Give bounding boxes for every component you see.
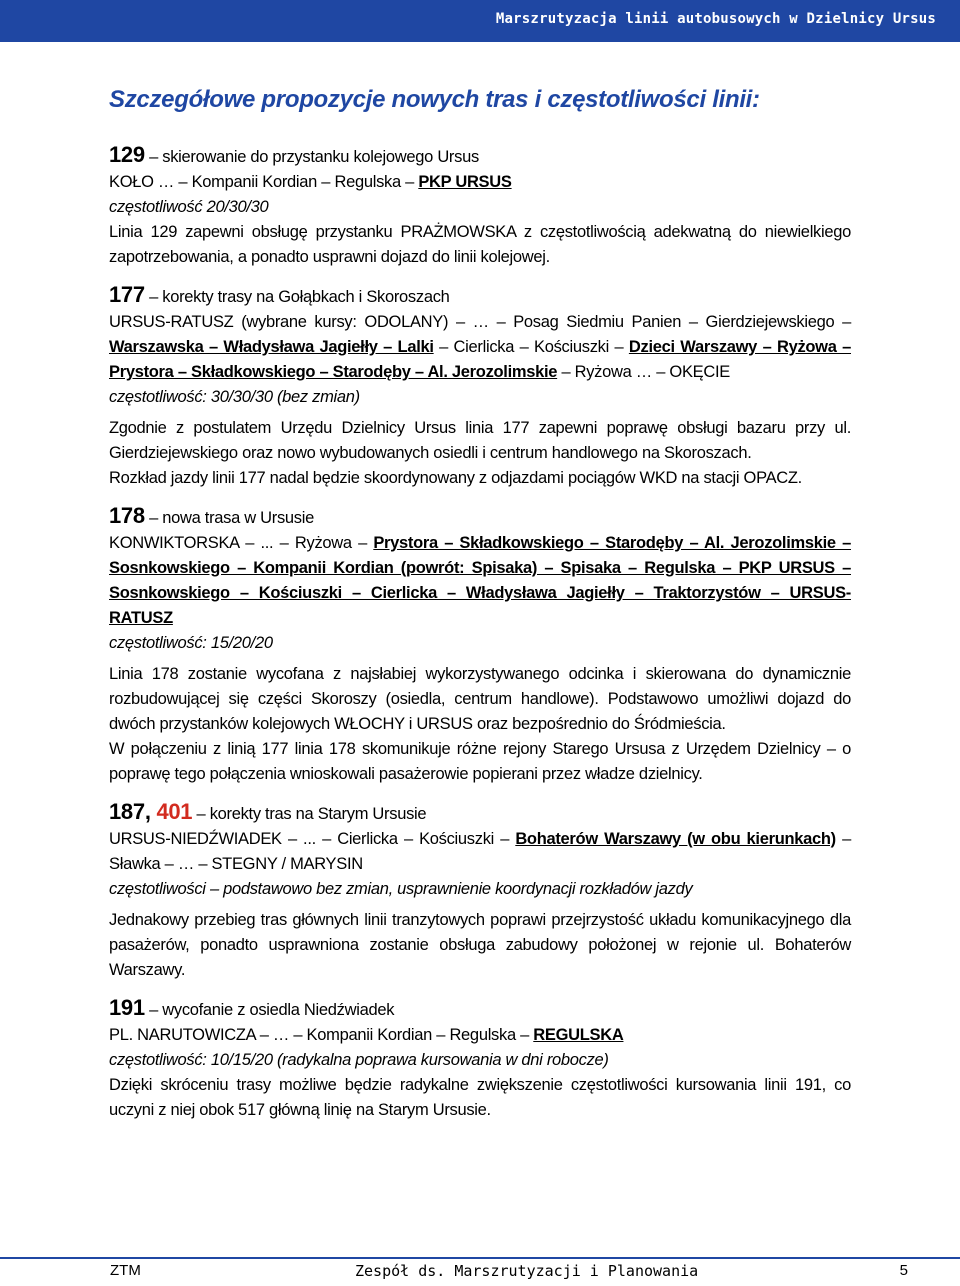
line-number: 187 — [109, 799, 145, 824]
route-new-segment: REGULSKA — [533, 1026, 624, 1044]
frequency: częstotliwość 20/30/30 — [109, 198, 269, 216]
line-description: – korekty tras na Starym Ursusie — [192, 805, 427, 823]
line-number: 178 — [109, 503, 145, 528]
route — [109, 531, 851, 631]
description-text: Rozkład jazdy linii 177 nadal będzie skoordynowany z odjazdami pociągów WKD na stacji OPACZ. — [109, 469, 802, 487]
line-heading — [109, 995, 851, 1023]
route-text: – Sławka – … – STEGNY / MARYSIN — [109, 830, 851, 873]
line-separator: , — [144, 799, 157, 824]
line-description: – wycofanie z osiedla Niedźwiadek — [144, 1001, 395, 1019]
line-description: – nowa trasa w Ursusie — [144, 509, 314, 527]
route-new-segment: Warszawska – Władysława Jagiełły – Lalki — [109, 338, 434, 356]
line-description: – skierowanie do przystanku kolejowego Ursus — [144, 148, 479, 166]
line-heading — [109, 142, 851, 170]
route — [109, 310, 851, 385]
frequency: częstotliwość: 30/30/30 (bez zmian) — [109, 388, 360, 406]
route-text: PL. NARUTOWICZA – … – Kompanii Kordian – Regulska – — [109, 1026, 534, 1044]
frequency: częstotliwości – podstawowo bez zmian, usprawnienie koordynacji rozkładów jazdy — [109, 880, 693, 898]
section-line-177 — [109, 282, 851, 491]
route-text: – Cierlicka – Kościuszki – — [433, 338, 629, 356]
line-number: 401 — [156, 799, 193, 824]
route-text: – Ryżowa … – OKĘCIE — [557, 363, 730, 381]
footer-department: Zespół ds. Marszrutyzacji i Planowania — [355, 1262, 699, 1280]
description-text: Linia 178 zostanie wycofana z najsłabiej wykorzystywanego odcinka i skierowana do dynamicznie rozbudowującej się części Skoroszy (osiedla, centrum handlowe). Podstawowo umożliwi dojazd do dwóch przystanków kolejowych WŁOCHY i URSUS oraz bezpośrednio do Śródmieścia. — [109, 665, 851, 733]
page-header-bar — [0, 0, 960, 42]
section-line-187-401 — [109, 799, 851, 983]
description-text: Jednakowy przebieg tras głównych linii tranzytowych poprawi przejrzystość układu komunikacyjnego dla pasażerów, ponadto usprawniona zostanie obsługa zabudowy położonej w rejonie ul. Bohaterów Warszawy. — [109, 911, 851, 979]
header-title: Marszrutyzacja linii autobusowych w Dzielnicy Ursus — [495, 11, 936, 27]
route-text: URSUS-NIEDŹWIADEK – ... – Cierlicka – Kościuszki – — [109, 830, 516, 848]
description-text: W połączeniu z linią 177 linia 178 skomunikuje różne rejony Starego Ursusa z Urzędem Dzielnicy – o poprawę tego połączenia wnioskowali pasażerowie popierani przez władze dzielnicy. — [109, 740, 851, 783]
frequency: częstotliwość: 10/15/20 (radykalna poprawa kursowania w dni robocze) — [109, 1051, 609, 1069]
line-heading — [109, 503, 851, 531]
line-heading — [109, 799, 851, 827]
footer-divider — [0, 1257, 960, 1259]
route-new-segment: Dzieci Warszawy – Ryżowa – Prystora – Składkowskiego – Starodęby – Al. Jerozolimskie — [109, 338, 851, 381]
frequency: częstotliwość: 15/20/20 — [109, 634, 273, 652]
line-description: – korekty trasy na Gołąbkach i Skoroszach — [144, 288, 450, 306]
description-text: Dzięki skróceniu trasy możliwe będzie radykalne zwiększenie częstotliwości kursowania linii 191, co uczyni z niej obok 517 główną linię na Starym Ursusie. — [109, 1076, 851, 1119]
route-text: KOŁO … – Kompanii Kordian – Regulska – — [109, 173, 419, 191]
section-line-129 — [109, 142, 851, 270]
line-number: 177 — [109, 282, 145, 307]
description-text: Linia 129 zapewni obsługę przystanku PRAŻMOWSKA z częstotliwością adekwatną do niewielkiego zapotrzebowania, a ponadto usprawni dojazd do linii kolejowej. — [109, 223, 851, 266]
route — [109, 170, 851, 195]
section-line-191 — [109, 995, 851, 1123]
page-title: Szczegółowe propozycje nowych tras i częstotliwości linii: — [109, 86, 760, 113]
route-new-segment: Prystora – Składkowskiego – Starodęby – Al. Jerozolimskie – Sosnkowskiego – Kompanii Kordian (powrót: Spisaka) – Spisaka – Regulska – PKP URSUS – Sosnkowskiego – Kościuszki – Cierlicka – Władysława Jagiełły – Traktorzystów – URSUS-RATUSZ — [109, 534, 851, 627]
route — [109, 827, 851, 877]
line-number: 129 — [109, 142, 145, 167]
description-text: Zgodnie z postulatem Urzędu Dzielnicy Ursus linia 177 zapewni poprawę obsługi bazaru przy ul. Gierdziejewskiego oraz nowo wybudowanych osiedli i centrum handlowego na Skoroszach. — [109, 419, 851, 462]
route-new-segment: Bohaterów Warszawy (w obu kierunkach) — [515, 830, 836, 848]
line-number: 191 — [109, 995, 145, 1020]
route — [109, 1023, 851, 1048]
document-body — [109, 84, 851, 1123]
route-new-segment: PKP URSUS — [418, 173, 512, 191]
page-number: 5 — [899, 1262, 908, 1279]
section-line-178 — [109, 503, 851, 787]
footer-left: ZTM — [110, 1262, 141, 1279]
route-text: KONWIKTORSKA – ... – Ryżowa – — [109, 534, 374, 552]
line-heading — [109, 282, 851, 310]
route-text: URSUS-RATUSZ (wybrane kursy: ODOLANY) – … – Posag Siedmiu Panien – Gierdziejewskiego – — [109, 313, 851, 331]
